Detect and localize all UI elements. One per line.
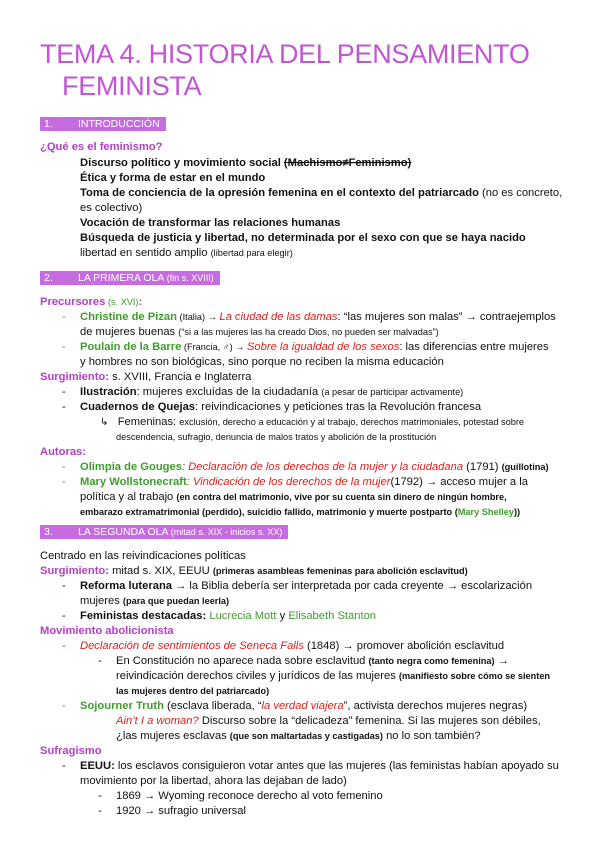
dash-bullet: - [98, 655, 102, 667]
dash-bullet: - [62, 640, 66, 652]
reforma-line-1: Reforma luterana → la Biblia debería ser interpretada por cada creyente → escolarización [80, 580, 533, 592]
centrado-line: Centrado en las reivindicaciones políticas [40, 550, 246, 562]
sojourner-line-3: ¿las mujeres esclavas (que son maltartadas y castigadas) no lo son también? [116, 730, 481, 742]
dash-bullet: - [62, 386, 66, 398]
year-1920: 1920 → sufragio universal [116, 805, 246, 817]
section-heading-2: 2. LA PRIMERA OLA (fin s. XVIII) [40, 271, 220, 285]
dash-bullet: - [62, 610, 66, 622]
gouges-line: Olimpia de Gouges: Declaración de los derechos de la mujer y la ciudadana (1791) (guillotina) [80, 461, 549, 473]
dash-bullet: - [62, 476, 66, 488]
wollstonecraft-line-2: política y al trabajo (en contra del matrimonio, vive por su cuenta sin dinero de ningún hombre, [80, 491, 507, 503]
dash-bullet: - [62, 311, 66, 323]
dash-bullet: - [62, 580, 66, 592]
precursores-heading: Precursores (s. XVI): [40, 296, 143, 308]
dash-bullet: - [62, 760, 66, 772]
section-heading-1: 1. INTRODUCCIÓN [40, 117, 166, 131]
intro-item-6: libertad en sentido amplio (libertad para elegir) [80, 247, 293, 259]
femeninas-line-2: descendencia, sufragio, denuncia de malos tratos y abolición de la prostitución [116, 432, 437, 442]
intro-item-1: Discurso político y movimiento social (Machismo≠Feminismo) [80, 157, 412, 169]
seneca-line: Declaración de sentimientos de Seneca Falls (1848) → promover abolición esclavitud [80, 640, 505, 652]
cuadernos-line: Cuadernos de Quejas: reivindicaciones y peticiones tras la Revolución francesa [80, 401, 482, 413]
pizan-line-2: de mujeres buenas (“si a las mujeres las ha creado Dios, no pueden ser malvadas”) [80, 326, 439, 338]
sufragismo-heading: Sufragismo [40, 745, 102, 757]
year-1869: 1869 → Wyoming reconoce derecho al voto femenino [116, 790, 383, 802]
autoras-heading: Autoras: [40, 446, 86, 458]
section-heading-3: 3. LA SEGUNDA OLA (mitad s. XIX - inicios s. XX) [40, 525, 288, 539]
wollstonecraft-line-3: embarazo extramatrimonial (perdido), suicidio fallido, matrimonio y muerte postparto (Mary Shelley)) [80, 507, 521, 517]
title-line-2: FEMINISTA [62, 71, 202, 101]
dash-bullet: - [62, 461, 66, 473]
dash-bullet: - [98, 805, 102, 817]
constitucion-line-3: las mujeres dentro del patriarcado) [116, 686, 270, 696]
dash-bullet: - [62, 401, 66, 413]
eeuu-line-2: movimiento por la libertad, ahora las dejaban de lado) [80, 775, 347, 787]
sojourner-line-2: Ain’t I a woman? Discurso sobre la “delicadeza” femenina. Si las mujeres son débiles, [116, 715, 541, 727]
title-line-1: TEMA 4. HISTORIA DEL PENSAMIENTO [40, 39, 530, 69]
constitucion-line-1: En Constitución no aparece nada sobre esclavitud (tanto negra como femenina) → [116, 655, 509, 667]
poulain-line-1: Poulain de la Barre (Francia, ♂) → Sobre la igualdad de los sexos: las diferencias entre mujeres [80, 341, 549, 353]
pizan-line-1: Christine de Pizan (Italia) → La ciudad de las damas: “las mujeres son malas” → contraejemplos [80, 311, 556, 323]
dash-bullet: - [62, 700, 66, 712]
intro-item-2: Ética y forma de estar en el mundo [80, 172, 266, 184]
sojourner-line-1: Sojourner Truth (esclava liberada, “la verdad viajera”, activista derechos mujeres negras) [80, 700, 528, 712]
intro-item-3: Toma de conciencia de la opresión femenina en el contexto del patriarcado (no es concreto, [80, 187, 563, 199]
reforma-line-2: mujeres (para que puedan leerla) [80, 595, 230, 607]
intro-item-3-cont: es colectivo) [80, 202, 143, 214]
poulain-line-2: y hombres no son biológicas, sino porque no reciben la misma educación [80, 356, 444, 368]
femeninas-line-1: ↳ Femeninas: exclusión, derecho a educación y al trabajo, derechos matrimoniales, potestad sobre [100, 416, 525, 428]
ilustracion-line: Ilustración: mujeres excluídas de la ciudadanía (a pesar de participar activamente) [80, 386, 464, 398]
dash-bullet: - [62, 341, 66, 353]
eeuu-line-1: EEUU: los esclavos consiguieron votar antes que las mujeres (las feministas habían apoyado su [80, 760, 559, 772]
feministas-line: Feministas destacadas: Lucrecia Mott y Elisabeth Stanton [80, 610, 377, 622]
page-title [40, 38, 530, 102]
surgimiento-1: Surgimiento: s. XVIII, Francia e Inglaterra [40, 371, 252, 383]
dash-bullet: - [98, 790, 102, 802]
constitucion-line-2: reivindicación derechos civiles y jurídicos de las mujeres (manifiesto sobre cómo se sienten [116, 670, 551, 682]
wollstonecraft-line-1: Mary Wollstonecraft: Vindicación de los derechos de la mujer(1792) → acceso mujer a la [80, 476, 528, 488]
surgimiento-2: Surgimiento: mitad s. XIX, EEUU (primeras asambleas femeninas para abolición esclavitud) [40, 565, 468, 577]
intro-question: ¿Qué es el feminismo? [40, 141, 163, 153]
abolicionista-heading: Movimiento abolicionista [40, 625, 174, 637]
intro-item-4: Vocación de transformar las relaciones humanas [80, 217, 341, 229]
intro-item-5: Búsqueda de justicia y libertad, no determinada por el sexo con que se haya nacido [80, 232, 526, 244]
